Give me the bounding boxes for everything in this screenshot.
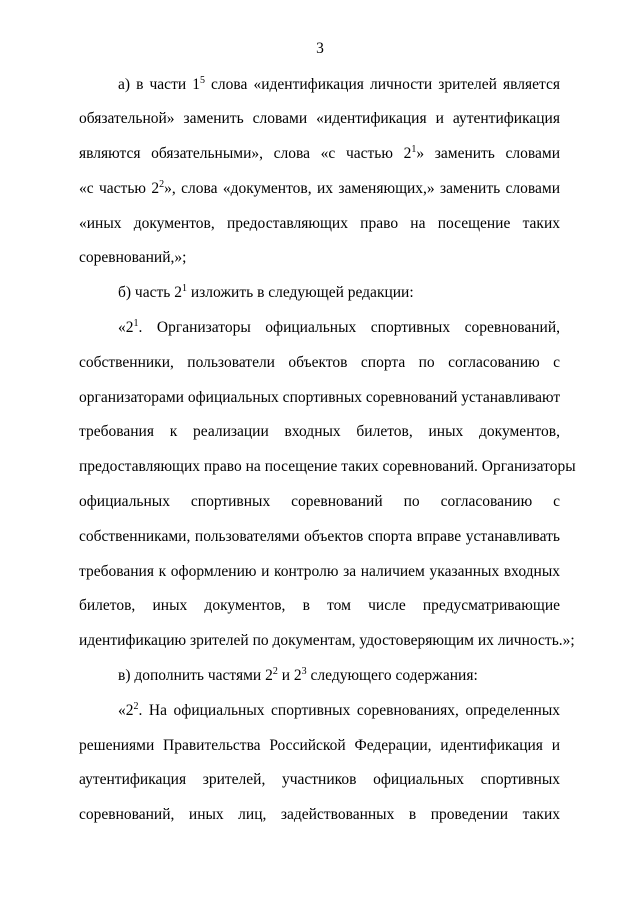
text-run: билетов, иных документов, в том числе предусматривающие	[79, 597, 560, 614]
text-run: слова «идентификация личности зрителей является	[204, 76, 560, 93]
text-run: а) в части 1	[118, 76, 200, 93]
text-run: «иных документов, предоставляющих право на посещение таких	[79, 215, 560, 232]
superscript: 1	[411, 144, 417, 155]
text-run: являются обязательными», слова «с частью 2	[79, 145, 412, 162]
text-line	[79, 144, 560, 164]
text-run: «2	[118, 319, 134, 336]
text-run: соревнований,»;	[79, 249, 187, 266]
text-run: б) часть 2	[118, 284, 182, 301]
text-line	[79, 353, 560, 373]
text-line	[79, 596, 560, 616]
superscript: 1	[181, 283, 187, 294]
text-run: идентификацию зрителей по документам, удостоверяющим их личность.»;	[79, 632, 575, 649]
text-line	[79, 457, 576, 477]
text-run: и 2	[277, 667, 302, 684]
text-line	[79, 109, 560, 129]
text-run: . Организаторы официальных спортивных соревнований,	[138, 319, 560, 336]
text-run: официальных спортивных соревнований по согласованию с	[79, 493, 560, 510]
text-run: предоставляющих право на посещение таких соревнований. Организаторы	[79, 458, 576, 475]
text-line	[118, 318, 560, 338]
superscript: 1	[133, 318, 139, 329]
superscript: 2	[272, 666, 278, 677]
text-line	[79, 492, 560, 512]
text-run: собственниками, пользователями объектов спорта вправе устанавливать	[79, 528, 560, 545]
text-line	[79, 770, 560, 790]
text-run: обязательной» заменить словами «идентификация и аутентификация	[79, 110, 560, 127]
text-run: требования к реализации входных билетов, иных документов,	[79, 423, 560, 440]
text-line	[118, 75, 560, 95]
text-run: собственники, пользователи объектов спорта по согласованию с	[79, 354, 560, 371]
text-run: требования к оформлению и контролю за наличием указанных входных	[79, 563, 560, 580]
text-line	[79, 562, 560, 582]
text-run: », слова «документов, их заменяющих,» заменить словами	[164, 180, 560, 197]
text-run: в) дополнить частями 2	[118, 667, 273, 684]
text-run: решениями Правительства Российской Федерации, идентификация и	[79, 737, 560, 754]
text-run: «с частью 2	[79, 180, 160, 197]
superscript: 2	[133, 701, 139, 712]
text-line	[79, 179, 560, 199]
text-line	[79, 388, 560, 408]
superscript: 3	[301, 666, 307, 677]
text-line	[79, 805, 560, 825]
text-run: организаторами официальных спортивных соревнований устанавливают	[79, 389, 561, 406]
text-line	[79, 248, 560, 268]
superscript: 5	[199, 75, 205, 86]
text-line	[79, 736, 560, 756]
text-line	[79, 214, 560, 234]
text-run: . На официальных спортивных соревнованиях, определенных	[138, 702, 560, 719]
superscript: 2	[159, 179, 165, 190]
text-line	[118, 283, 560, 303]
page-number: 3	[316, 40, 324, 57]
text-line	[79, 631, 575, 651]
text-run: «2	[118, 702, 134, 719]
text-run: » заменить словами	[416, 145, 560, 162]
text-line	[118, 701, 560, 721]
text-run: соревнований, иных лиц, задействованных в проведении таких	[79, 806, 560, 823]
text-line	[79, 527, 560, 547]
text-line	[118, 666, 560, 686]
text-line	[79, 422, 560, 442]
text-run: следующего содержания:	[306, 667, 478, 684]
text-run: аутентификация зрителей, участников официальных спортивных	[79, 771, 560, 788]
text-run: изложить в следующей редакции:	[186, 284, 414, 301]
